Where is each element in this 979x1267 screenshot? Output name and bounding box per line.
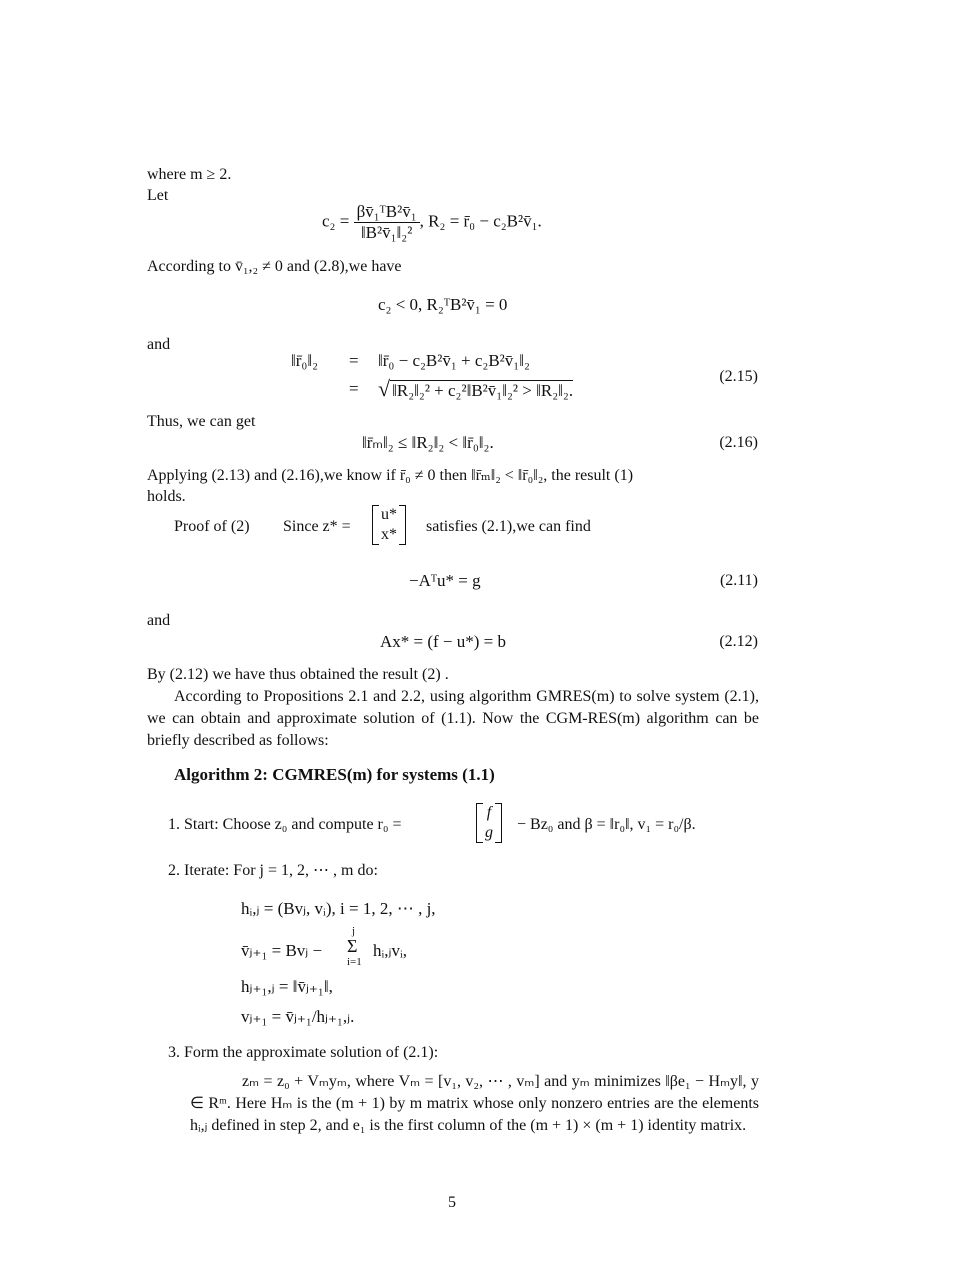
iterate-v-pre: v̄ⱼ₊₁ = Bvⱼ −	[241, 941, 323, 960]
eq-c2-fraction	[354, 202, 420, 243]
proof-vector	[372, 505, 406, 545]
eq215-line2-equals: =	[349, 379, 359, 398]
eq212-number: (2.12)	[719, 633, 758, 650]
eq215-line1-rhs: ‖r̄₀ − c₂B²v̄₁ + c₂B²v̄₁‖₂	[378, 351, 530, 370]
eq215-line2	[378, 376, 573, 402]
equation-c2-negative: c₂ < 0, R₂ᵀB²v̄₁ = 0	[378, 295, 508, 314]
eq211-number: (2.11)	[719, 572, 758, 589]
iterate-hj1: hⱼ₊₁,ⱼ = ‖v̄ⱼ₊₁‖,	[241, 977, 333, 996]
text-applying-1: Applying (2.13) and (2.16),we know if r̄₀ ≠ 0 then ‖r̄ₘ‖₂ < ‖r̄₀‖₂, the result (1)	[147, 467, 634, 484]
equation-216: ‖r̄ₘ‖₂ ≤ ‖R₂‖₂ < ‖r̄₀‖₂.	[362, 433, 494, 452]
eq-c2-numerator: βv̄₁ᵀB²v̄₁	[354, 202, 420, 223]
text-thus: Thus, we can get	[147, 413, 256, 430]
equation-212: Ax* = (f − u*) = b	[380, 632, 507, 651]
iterate-h: hᵢ,ⱼ = (Bvⱼ, vᵢ), i = 1, 2, ⋯ , j,	[241, 899, 436, 918]
eq-c2-rhs: , R₂ = r̄₀ − c₂B²v̄₁.	[419, 211, 542, 231]
step1-vector	[476, 803, 502, 843]
text-and-2: and	[147, 612, 171, 629]
sqrt-symbol: √	[378, 376, 391, 401]
text-let: Let	[147, 187, 169, 204]
proof-label: Proof of (2)	[174, 518, 250, 535]
page-number: 5	[448, 1194, 456, 1211]
iterate-sum-top: j	[352, 925, 356, 937]
eq215-line1-equals: =	[349, 351, 359, 370]
step3-body: zₘ = z₀ + Vₘyₘ, where Vₘ = [v₁, v₂, ⋯ , vₘ] and yₘ minimizes ‖βe₁ − Hₘy‖, y ∈ Rᵐ. Here Hₘ is the (m + 1) by m matrix whose only nonzero entries are the elements hᵢ,ⱼ defined in step 2, and e₁ is the first column of the (m + 1) × (m + 1) identity matrix.	[190, 1073, 759, 1134]
iterate-v-post: hᵢ,ⱼvᵢ,	[373, 941, 408, 960]
paragraph-propositions: According to Propositions 2.1 and 2.2, using algorithm GMRES(m) to solve system (2.1), we can obtain and approximate solution of (1.1). Now the CGM-RES(m) algorithm can be briefly described as follows:	[147, 688, 759, 749]
eq216-number: (2.16)	[719, 434, 758, 451]
text-by: By (2.12) we have thus obtained the result (2) .	[147, 666, 449, 683]
eq-c2-lhs: c₂ =	[322, 211, 350, 231]
proof-vector-bottom: x*	[381, 526, 397, 543]
eq-c2-denominator: ‖B²v̄₁‖₂²	[360, 223, 413, 242]
step1-vector-top: f	[486, 804, 492, 821]
step1-post: − Bz₀ and β = ‖r₀‖, v₁ = r₀/β.	[517, 816, 696, 833]
iterate-sum-symbol: Σ	[347, 936, 358, 956]
proof-vector-top: u*	[381, 506, 397, 523]
text-and-1: and	[147, 336, 171, 353]
eq215-number: (2.15)	[719, 368, 758, 385]
proof-since: Since z* =	[283, 518, 351, 535]
step2: 2. Iterate: For j = 1, 2, ⋯ , m do:	[168, 862, 378, 879]
eq215-line1-lhs: ‖r̄₀‖₂	[291, 351, 319, 370]
iterate-vj1: vⱼ₊₁ = v̄ⱼ₊₁/hⱼ₊₁,ⱼ.	[241, 1007, 355, 1026]
eq215-line2-rhs: ‖R₂‖₂² + c₂²‖B²v̄₁‖₂² > ‖R₂‖₂.	[392, 381, 574, 400]
step1-pre: 1. Start: Choose z₀ and compute r₀ =	[168, 816, 402, 833]
text-according: According to v̄₁,₂ ≠ 0 and (2.8),we have	[147, 258, 402, 275]
text-where: where m ≥ 2.	[147, 166, 232, 183]
algorithm-title: Algorithm 2: CGMRES(m) for systems (1.1)	[174, 765, 495, 784]
step1-vector-bracket	[476, 803, 502, 843]
equation-c2	[322, 202, 542, 243]
proof-rest: satisfies (2.1),we can find	[426, 518, 591, 535]
step1-vector-bottom: g	[485, 824, 493, 841]
iterate-sum-bottom: i=1	[347, 956, 362, 968]
text-applying-2: holds.	[147, 488, 186, 505]
step3: 3. Form the approximate solution of (2.1):	[168, 1044, 439, 1061]
proof-vector-bracket	[372, 505, 406, 545]
equation-211: −Aᵀu* = g	[409, 571, 481, 590]
